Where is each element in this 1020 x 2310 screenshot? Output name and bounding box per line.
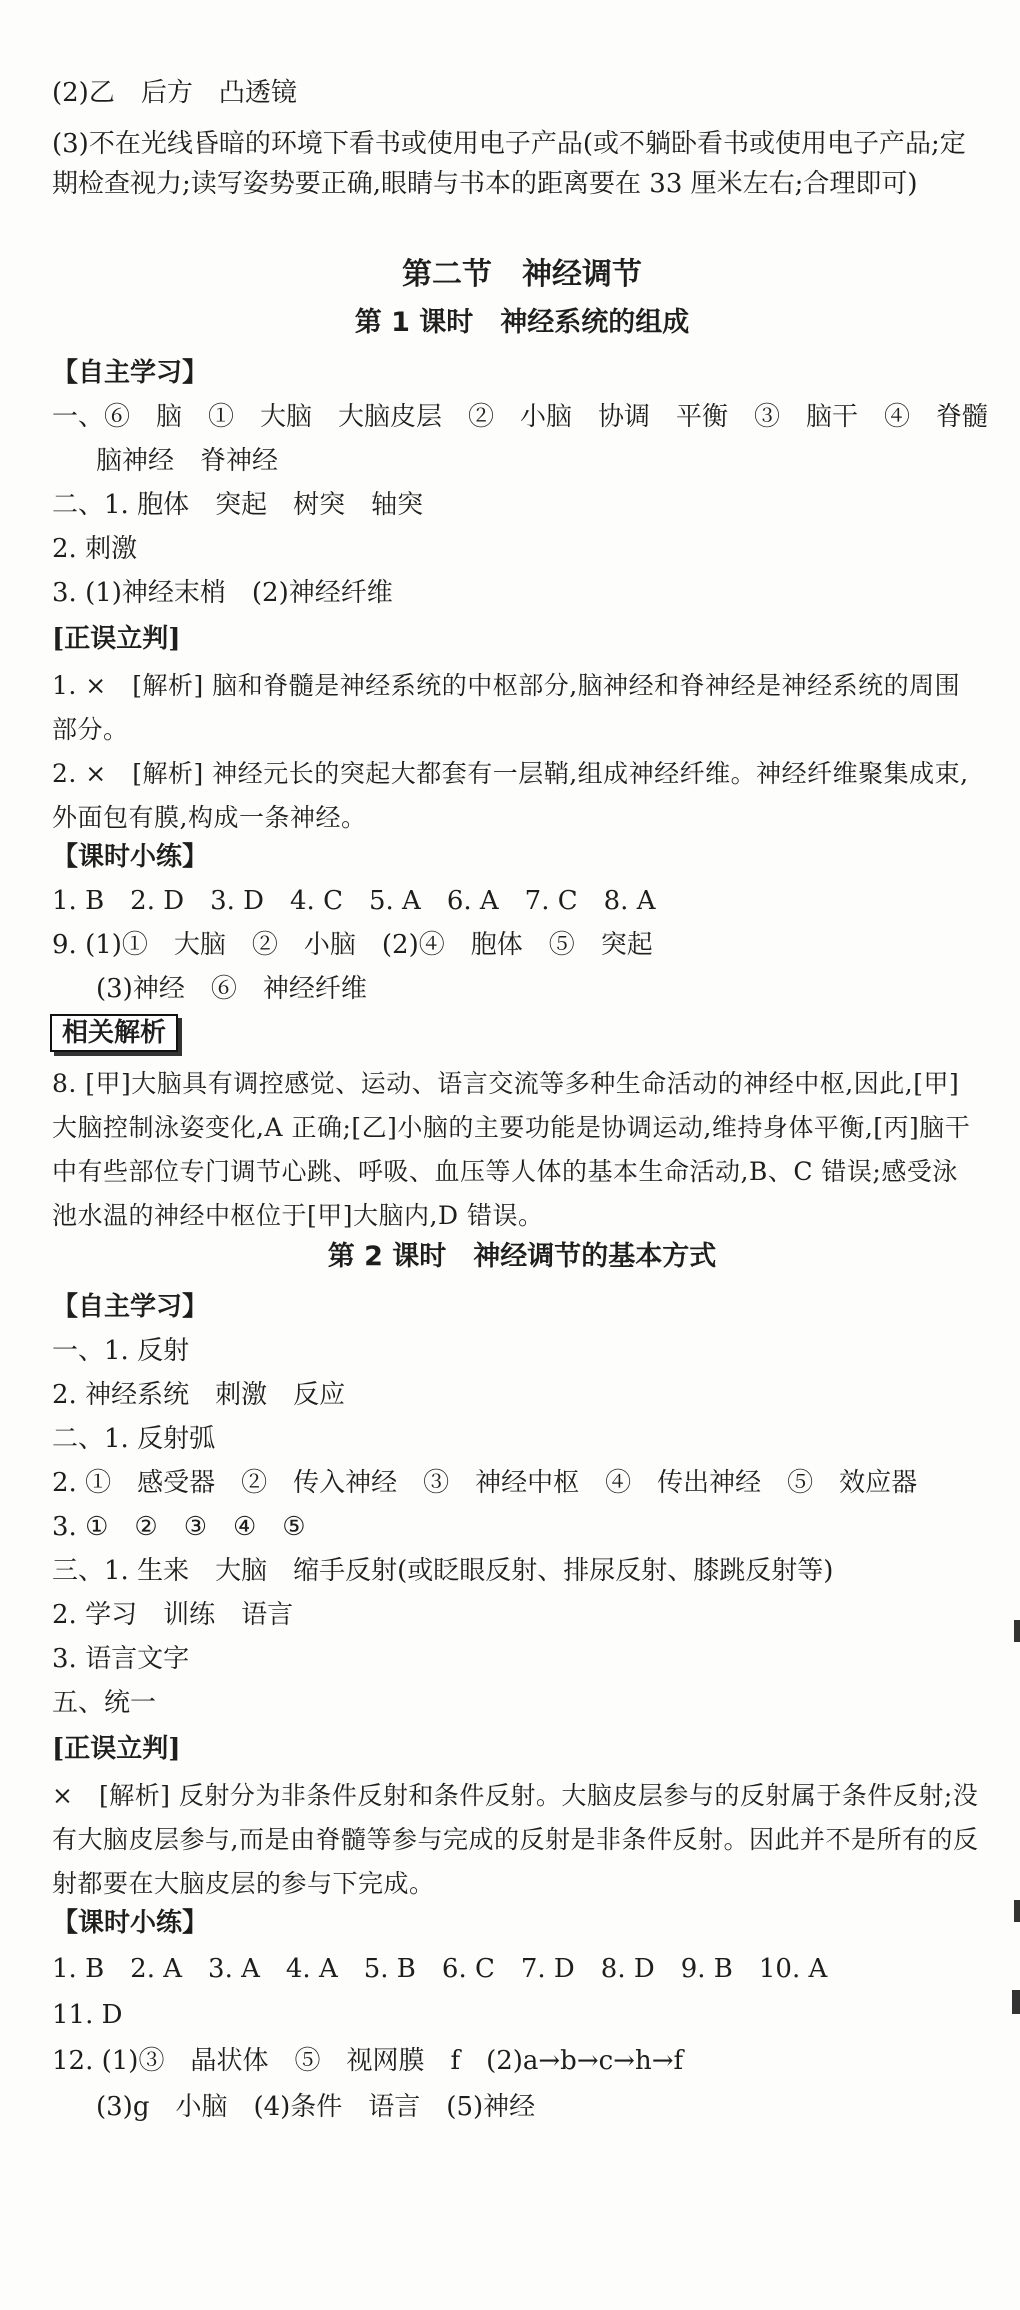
- answer-line: 9. (1)① 大脑 ② 小脑 (2)④ 胞体 ⑤ 突起: [52, 930, 653, 960]
- answer-line: 1. B 2. A 3. A 4. A 5. B 6. C 7. D 8. D 9. B 10. A: [52, 1954, 828, 1984]
- answer-line: 3. ① ② ③ ④ ⑤: [52, 1512, 306, 1542]
- section-header: [正误立判]: [52, 1734, 181, 1764]
- explanation-paragraph: 1. × [解析] 脑和脊髓是神经系统的中枢部分,脑神经和脊神经是神经系统的周围部分。: [52, 671, 961, 744]
- lesson-title: 第 1 课时 神经系统的组成: [354, 307, 690, 338]
- answer-line: (3)神经 ⑥ 神经纤维: [96, 974, 367, 1004]
- answer-line: 11. D: [52, 2000, 123, 2030]
- answer-line: 1. B 2. D 3. D 4. C 5. A 6. A 7. C 8. A: [52, 886, 656, 916]
- answer-line: 二、1. 反射弧: [52, 1424, 216, 1454]
- section-header: 【自主学习】: [52, 1292, 209, 1322]
- answer-line: 2. 神经系统 刺激 反应: [52, 1380, 346, 1410]
- edge-mark: [1014, 1620, 1020, 1642]
- section-header: 【课时小练】: [52, 842, 209, 872]
- answer-line: 2. 刺激: [52, 534, 138, 564]
- answer-line: 五、统一: [52, 1688, 157, 1718]
- lesson-title: 第 2 课时 神经调节的基本方式: [327, 1241, 717, 1272]
- related-analysis-badge: 相关解析: [50, 1014, 178, 1052]
- explanation-paragraph: 8. [甲]大脑具有调控感觉、运动、语言交流等多种生命活动的神经中枢,因此,[甲]大脑控制泳姿变化,A 正确;[乙]小脑的主要功能是协调运动,维持身体平衡,[丙]脑干中有些部位专门调节心跳、呼吸、血压等人体的基本生命活动,B、C 错误;感受泳池水温的神经中枢位于[甲]大脑内,D 错误。: [52, 1069, 971, 1230]
- edge-mark: [1012, 1990, 1020, 2014]
- section-header: [正误立判]: [52, 624, 181, 654]
- section-header: 【自主学习】: [52, 358, 209, 388]
- explanation-paragraph: 2. × [解析] 神经元长的突起大都套有一层鞘,组成神经纤维。神经纤维聚集成束,外面包有膜,构成一条神经。: [52, 759, 969, 832]
- explanation-paragraph: × [解析] 反射分为非条件反射和条件反射。大脑皮层参与的反射属于条件反射;没有大脑皮层参与,而是由脊髓等参与完成的反射是非条件反射。因此并不是所有的反射都要在大脑皮层的参与下完成。: [52, 1781, 979, 1898]
- answer-line: 二、1. 胞体 突起 树突 轴突: [52, 490, 424, 520]
- answer-line: 3. (1)神经末梢 (2)神经纤维: [52, 578, 393, 608]
- answer-line: 3. 语言文字: [52, 1644, 190, 1674]
- section-title: 第二节 神经调节: [402, 257, 642, 292]
- answer-line: 一、1. 反射: [52, 1336, 190, 1366]
- answer-paragraph: (3)不在光线昏暗的环境下看书或使用电子产品(或不躺卧看书或使用电子产品;定期检查视力;读写姿势要正确,眼睛与书本的距离要在 33 厘米左右;合理即可): [52, 129, 966, 199]
- answer-line: 一、⑥ 脑 ① 大脑 大脑皮层 ② 小脑 协调 平衡 ③ 脑干 ④ 脊髓: [52, 402, 989, 432]
- answer-line: 脑神经 脊神经: [96, 446, 279, 476]
- answer-line: (3)g 小脑 (4)条件 语言 (5)神经: [96, 2092, 536, 2122]
- answer-line: 三、1. 生来 大脑 缩手反射(或眨眼反射、排尿反射、膝跳反射等): [52, 1556, 834, 1586]
- answer-line: 2. 学习 训练 语言: [52, 1600, 294, 1630]
- answer-line: (2)乙 后方 凸透镜: [52, 78, 297, 108]
- section-header: 【课时小练】: [52, 1908, 209, 1938]
- answer-line: 12. (1)③ 晶状体 ⑤ 视网膜 f (2)a→b→c→h→f: [52, 2046, 684, 2076]
- edge-mark: [1014, 1900, 1020, 1922]
- answer-line: 2. ① 感受器 ② 传入神经 ③ 神经中枢 ④ 传出神经 ⑤ 效应器: [52, 1468, 918, 1498]
